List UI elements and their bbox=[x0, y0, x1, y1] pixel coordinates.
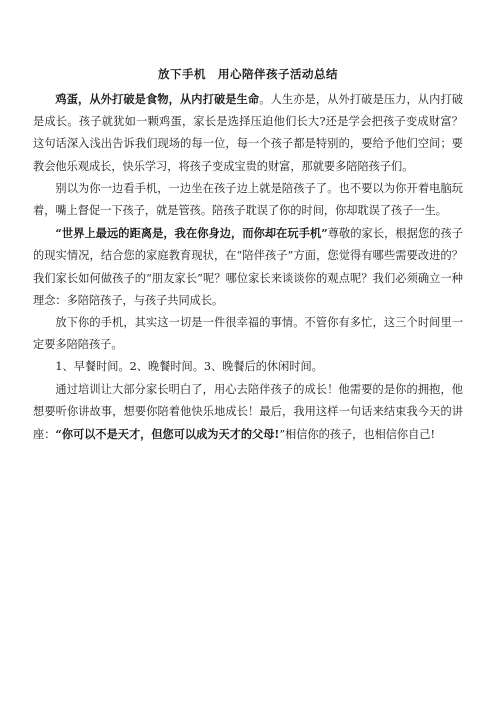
paragraph-6-text: 通过培训让大部分家长明白了，用心去陪伴孩子的成长！他需要的是你的拥抱，他想要听你讲故事，想要你陪着他快乐地成长！最后，我用这样一句话来结束我今天的讲座： bbox=[33, 382, 463, 442]
paragraph-4-text: 放下你的手机，其实这一切是一件很幸福的事情。不管你有多忙，这三个时间里一定要多陪陪孩子。 bbox=[33, 316, 463, 352]
paragraph-1-text: 。人生亦是，从外打破是压力，从内打破是成长。孩子就犹如一颗鸡蛋，家长是选择压迫他们长大?还是学会把孩子变成财富？这句话深入浅出告诉我们现场的每一位，每一个孩子都是特别的，要给予他们空间；要教会他乐观成长，快乐学习，将孩子变成宝贵的财富，那就要多陪陪孩子们。 bbox=[33, 93, 463, 173]
paragraph-4 bbox=[33, 312, 463, 356]
document-page bbox=[33, 66, 463, 446]
paragraph-6 bbox=[33, 379, 463, 447]
paragraph-6-ending: ”相信你的孩子，也相信你自己! bbox=[279, 428, 435, 442]
paragraph-1 bbox=[33, 88, 463, 178]
paragraph-2 bbox=[33, 178, 463, 222]
paragraph-5 bbox=[33, 356, 463, 378]
paragraph-3 bbox=[33, 222, 463, 312]
paragraph-1-bold-lead: 鸡蛋，从外打破是食物，从内打破是生命 bbox=[55, 92, 260, 106]
paragraph-2-text: 别以为你一边看手机，一边坐在孩子边上就是陪孩子了。也不要以为你开着电脑玩着，嘴上督促一下孩子，就是管孩。陪孩子耽误了你的时间，你却耽误了孩子一生。 bbox=[33, 181, 463, 218]
paragraph-5-text: 1、早餐时间。2、晚餐时间。3、晚餐后的休闲时间。 bbox=[55, 360, 323, 374]
document-title: 放下手机 用心陪伴孩子活动总结 bbox=[158, 67, 338, 81]
paragraph-3-bold-lead: “世界上最远的距离是，我在你身边，而你却在玩手机” bbox=[55, 226, 328, 241]
paragraph-3-text: 尊敬的家长，根据您的孩子的现实情况，结合您的家庭教育现状，在“陪伴孩子”方面，您觉得有哪些需要改进的？我们家长如何做孩子的“朋友家长”呢？哪位家长来谈谈你的观点呢？我们必须确立一种理念：多陪陪孩子，与孩子共同成长。 bbox=[33, 227, 463, 307]
paragraph-6-bold-quote: “你可以不是天才，但您可以成为天才的父母! bbox=[55, 427, 280, 442]
